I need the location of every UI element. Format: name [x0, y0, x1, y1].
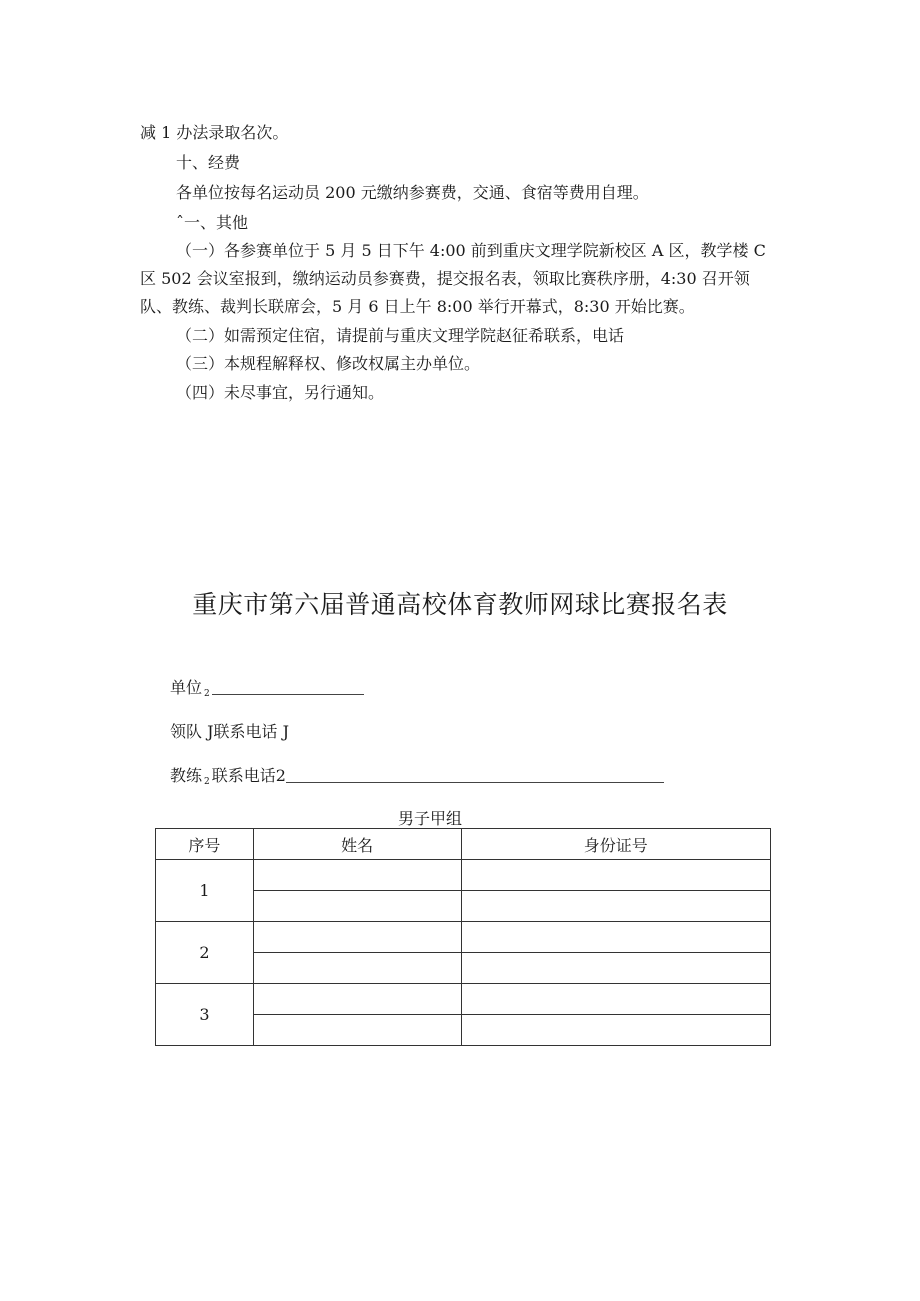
id-cell[interactable] [461, 953, 771, 984]
id-cell[interactable] [461, 860, 771, 891]
name-cell[interactable] [253, 984, 461, 1015]
leader-phone-label: 联系电话 [213, 722, 278, 741]
section-11-heading: ˆ一、其他 [176, 213, 249, 232]
form-title: 重庆市第六届普通高校体育教师网球比赛报名表 [192, 590, 728, 619]
id-cell[interactable] [461, 922, 771, 953]
seq-cell: 2 [156, 922, 254, 984]
id-cell[interactable] [461, 891, 771, 922]
unit-mark: 2 [204, 689, 210, 699]
name-cell[interactable] [253, 922, 461, 953]
table-row [156, 984, 771, 1015]
item-3: （三）本规程解释权、修改权属主办单位。 [176, 354, 481, 373]
header-name: 姓名 [253, 829, 461, 860]
id-cell[interactable] [461, 1015, 771, 1046]
leader-phone-mark: J [282, 722, 290, 741]
section-10-text: 各单位按每名运动员 200 元缴纳参赛费，交通、食宿等费用自理。 [176, 183, 649, 202]
registration-table [155, 828, 771, 1046]
coach-mark: 2 [204, 777, 210, 787]
id-cell[interactable] [461, 984, 771, 1015]
name-cell[interactable] [253, 1015, 461, 1046]
leader-field [170, 722, 289, 742]
name-cell[interactable] [253, 860, 461, 891]
unit-label: 单位 [170, 678, 203, 697]
item-1-line-1: （一）各参赛单位于 5 月 5 日下午 4:00 前到重庆文理学院新校区 A 区，教学楼 C [176, 241, 766, 260]
leader-label: 领队 [170, 722, 203, 741]
seq-cell: 1 [156, 860, 254, 922]
header-seq: 序号 [156, 829, 254, 860]
unit-input-line[interactable] [212, 678, 364, 695]
unit-field [170, 678, 364, 704]
item-1-line-3: 队、教练、裁判长联席会，5 月 6 日上午 8:00 举行开幕式，8:30 开始比赛。 [140, 297, 695, 316]
coach-phone-label: 联系电话 [211, 766, 276, 785]
header-id: 身份证号 [461, 829, 771, 860]
item-2: （二）如需预定住宿，请提前与重庆文理学院赵征希联系，电话 [176, 326, 625, 345]
coach-phone-mark: 2 [275, 766, 286, 785]
text-line-1: 减 1 办法录取名次。 [140, 123, 289, 142]
table-row [156, 860, 771, 891]
coach-label: 教练 [170, 766, 203, 785]
coach-phone-input-line[interactable] [286, 766, 664, 783]
table-caption: 男子甲组 [397, 809, 462, 828]
coach-field [170, 766, 664, 792]
name-cell[interactable] [253, 891, 461, 922]
table-row [156, 922, 771, 953]
section-10-heading: 十、经费 [176, 153, 241, 172]
item-1-line-2: 区 502 会议室报到，缴纳运动员参赛费，提交报名表，领取比赛秩序册，4:30 召开领 [140, 269, 750, 288]
leader-mark: J [207, 722, 214, 741]
seq-cell: 3 [156, 984, 254, 1046]
name-cell[interactable] [253, 953, 461, 984]
item-4: （四）未尽事宜，另行通知。 [176, 383, 385, 402]
table-header-row [156, 829, 771, 860]
